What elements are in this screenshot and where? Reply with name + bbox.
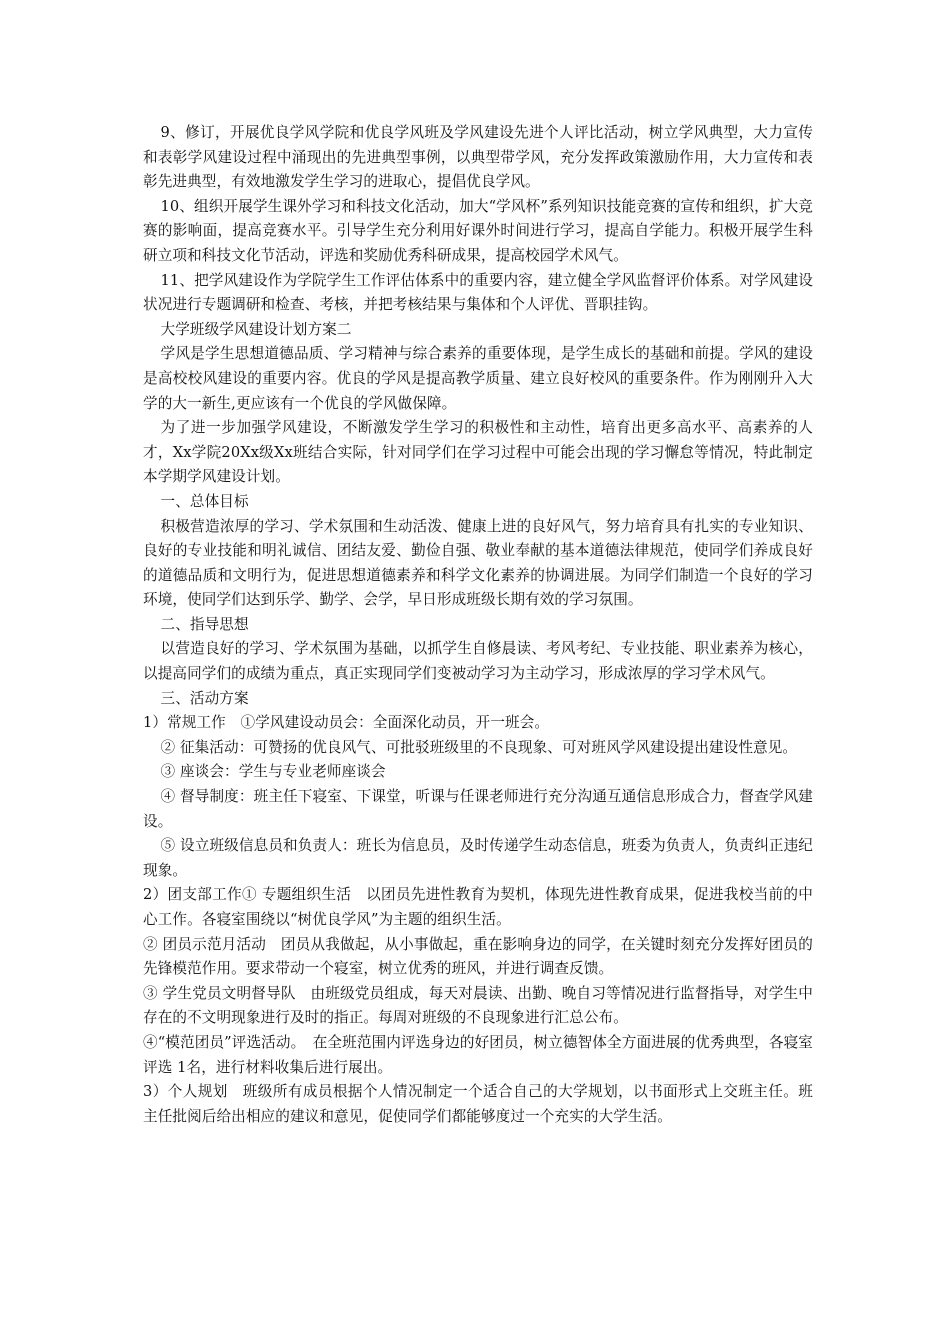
paragraph-item-11: 11、把学风建设作为学院学生工作评估体系中的重要内容，建立健全学风监督评价体系。对学风建设状况进行专题调研和检查、考核，并把考核结果与集体和个人评优、晋职挂钩。 xyxy=(143,271,813,314)
paragraph-routine-work: 1）常规工作 ①学风建设动员会：全面深化动员，开一班会。 xyxy=(143,714,550,732)
heading-overall-goal: 一、总体目标 xyxy=(160,492,249,510)
paragraph-guiding-idea: 以营造良好的学习、学术氛围为基础，以抓学生自修晨读、考风考纪、专业技能、职业素养为核心，以提高同学们的成绩为重点，真正实现同学们变被动学习为主动学习，形成浓厚的学习学术风气。 xyxy=(143,640,813,683)
paragraph-collection: ② 征集活动：可赞扬的优良风气、可批驳班级里的不良现象、可对班风学风建设提出建设性意见。 xyxy=(160,738,798,756)
paragraph-item-9: 9、修订，开展优良学风学院和优良学风班及学风建设先进个人评比活动，树立学风典型，大力宣传和表彰学风建设过程中涌现出的先进典型事例，以典型带学风，充分发挥政策激励作用，大力宣传和表彰先进典型，有效地激发学生学习的进取心，提倡优良学风。 xyxy=(143,124,813,191)
paragraph-seminar: ③ 座谈会：学生与专业老师座谈会 xyxy=(160,763,386,781)
paragraph-supervision: ④ 督导制度：班主任下寝室、下课堂，听课与任课老师进行充分沟通互通信息形成合力，督查学风建设。 xyxy=(143,788,813,830)
paragraph-info-officer: ⑤ 设立班级信息员和负责人：班长为信息员，及时传递学生动态信息，班委为负责人，负责纠正违纪现象。 xyxy=(143,837,813,879)
heading-guiding-idea: 二、指导思想 xyxy=(160,615,249,633)
paragraph-item-10: 10、组织开展学生课外学习和科技文化活动，加大“学风杯”系列知识技能竞赛的宣传和组织，扩大竞赛的影响面，提高竞赛水平。引导学生充分利用好课外时间进行学习，提高自学能力。积极开展学生科研立项和科技文化节活动，评选和奖励优秀科研成果，提高校园学术风气。 xyxy=(143,197,813,264)
paragraph-purpose: 为了进一步加强学风建设，不断激发学生学习的积极性和主动性，培育出更多高水平、高素养的人才，Xx学院20Xx级Xx班结合实际，针对同学们在学习过程中可能会出现的学习懈怠等情况，特此制定本学期学风建设计划。 xyxy=(143,419,813,486)
section-heading-plan-two: 大学班级学风建设计划方案二 xyxy=(160,320,352,338)
paragraph-personal-plan: 3）个人规划 班级所有成员根据个人情况制定一个适合自己的大学规划，以书面形式上交班主任。班主任批阅后给出相应的建议和意见，促使同学们都能够度过一个充实的大学生活。 xyxy=(143,1083,813,1125)
paragraph-demo-month: ② 团员示范月活动 团员从我做起，从小事做起，重在影响身边的同学，在关键时刻充分发挥好团员的先锋模范作用。要求带动一个寝室，树立优秀的班风，并进行调查反馈。 xyxy=(143,935,813,978)
paragraph-intro: 学风是学生思想道德品质、学习精神与综合素养的重要体现，是学生成长的基础和前提。学风的建设是高校校风建设的重要内容。优良的学风是提高教学质量、建立良好校风的重要条件。作为刚刚升入大学的大一新生,更应该有一个优良的学风做保障。 xyxy=(143,345,813,412)
paragraph-overall-goal: 积极营造浓厚的学习、学术氛围和生动活泼、健康上进的良好风气，努力培育具有扎实的专业知识、良好的专业技能和明礼诚信、团结友爱、勤俭自强、敬业奉献的基本道德法律规范，使同学们养成良好的道德品质和文明行为，促进思想道德素养和科学文化素养的协调进展。为同学们制造一个良好的学习环境，使同学们达到乐学、勤学、会学，早日形成班级长期有效的学习氛围。 xyxy=(143,517,813,609)
document-page xyxy=(143,121,813,1129)
heading-activity-plan: 三、活动方案 xyxy=(160,689,249,707)
paragraph-model-member: ④“模范团员”评选活动。 在全班范围内评选身边的好团员，树立德智体全方面进展的优秀典型，各寝室评选 1名，进行材料收集后进行展出。 xyxy=(143,1033,813,1076)
paragraph-league-branch: 2）团支部工作① 专题组织生活 以团员先进性教育为契机，体现先进性教育成果，促进我校当前的中心工作。各寝室围绕以“树优良学风”为主题的组织生活。 xyxy=(143,886,813,928)
paragraph-party-squad: ③ 学生党员文明督导队 由班级党员组成，每天对晨读、出勤、晚自习等情况进行监督指导，对学生中存在的不文明现象进行及时的指正。每周对班级的不良现象进行汇总公布。 xyxy=(143,984,813,1027)
